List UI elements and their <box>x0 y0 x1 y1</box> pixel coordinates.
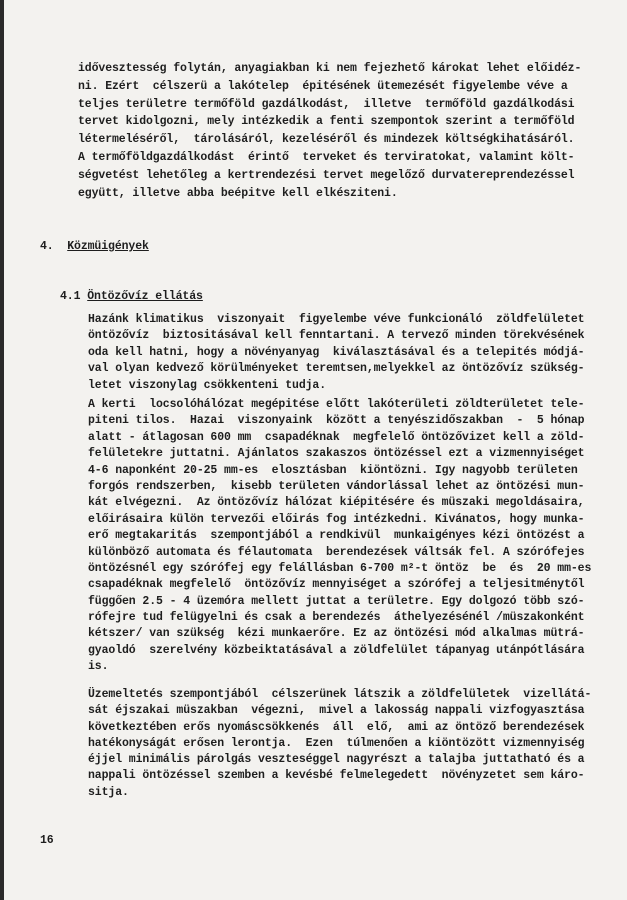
text-line: A kerti locsolóhálózat megépitése előtt lakóterületi zöldterületet tele- <box>88 398 585 411</box>
text-line: következtében erős nyomáscsökkenés áll elő, ami az öntöző berendezések <box>88 720 585 734</box>
text-line: val olyan kedvező körülményeket teremtsen,melyekkel az öntözővíz szükség- <box>88 362 585 376</box>
subsection-heading <box>60 288 203 306</box>
intro-paragraph <box>78 60 581 202</box>
text-line: 4-6 naponként 20-25 mm-es elosztásban kiöntözni. Igy nagyobb területen <box>88 463 578 477</box>
text-line: éjjel minimális párolgás veszteséggel nagyrészt a talajba juttatható és a <box>88 753 585 767</box>
text-line: öntözővíz biztositásával kell fenntartani. A tervező minden törekvésének <box>88 329 585 343</box>
subsection-title: Öntözővíz ellátás <box>87 290 203 303</box>
text-line: létermeléséről, tárolásáról, kezeléséről és mindezek költségkihatásáról. <box>78 133 575 147</box>
scan-edge <box>0 0 4 900</box>
text-line: idővesztesség folytán, anyagiakban ki nem fejezhető károkat lehet előidéz- <box>78 62 582 75</box>
text-line: öntözésnél egy szórófej egy felállásban 6-700 m²-t öntöz be és 20 mm-es <box>88 561 592 575</box>
text-line: oda kell hatni, hogy a növényanyag kiválasztásával és a telepités módjá- <box>88 345 585 359</box>
text-line: is. <box>88 660 109 674</box>
text-line: kát elvégezni. Az öntözővíz hálózat kiépitésére és müszaki megoldásaira, <box>88 496 585 510</box>
text-line: tervet kidolgozni, mely intézkedik a fenti szempontok szerint a termőföld <box>78 115 575 129</box>
section-number: 4. <box>40 240 54 253</box>
section-heading <box>40 238 149 256</box>
text-line: erő megtakaritás szempontjából a rendkivül munkaigényes kézi öntözést a <box>88 529 585 543</box>
text-line: előirásaira külön tervezői előirás fog intézkedni. Kivánatos, hogy munka- <box>88 512 585 526</box>
text-line: függően 2.5 - 4 üzemóra mellett juttat a területre. Egy dolgozó több szó- <box>88 594 585 608</box>
text-line: Hazánk klimatikus viszonyait figyelembe véve funkcionáló zöldfelületet <box>88 313 585 326</box>
text-line: különböző automata és félautomata berendezések váltsák fel. A szórófejes <box>88 545 585 559</box>
text-line: piteni tilos. Hazai viszonyaink között a tenyészidőszakban - 5 hónap <box>88 414 585 428</box>
text-line: ni. Ezért célszerü a lakótelep épitésének ütemezését figyelembe véve a <box>78 79 568 93</box>
text-line: hatékonyságát erősen lerontja. Ezen túlmenően a kiöntözött vizmennyiség <box>88 736 585 750</box>
text-line: együtt, illetve abba beépitve kell elkésziteni. <box>78 186 398 200</box>
text-line: kétszer/ van szükség kézi munkaerőre. Ez az öntözési mód alkalmas mütrá- <box>88 627 585 641</box>
text-line: teljes területre termőföld gazdálkodást, illetve termőföld gazdálkodási <box>78 97 575 111</box>
paragraph-operation <box>88 687 591 801</box>
text-line: gyaoldó szerelvény közbeiktatásával a zöldfelület tápanyag utánpótlására <box>88 643 585 657</box>
text-line: Üzemeltetés szempontjából célszerünek látszik a zöldfelületek vizellátá- <box>88 688 592 701</box>
text-line: alatt - átlagosan 600 mm csapadéknak megfelelő öntözővizet kell a zöld- <box>88 430 585 444</box>
page-number: 16 <box>40 834 54 847</box>
text-line: felületekre juttatni. Ajánlatos szakaszos öntözéssel ezt a vizmennyiséget <box>88 447 585 461</box>
text-line: csapadéknak megfelelő öntözővíz mennyiséget a szórófej a teljesitménytől <box>88 578 585 592</box>
text-line: rófejre tud felügyelni és csak a berendezés áthelyezésénél /müszakonként <box>88 611 585 625</box>
text-line: forgós rendszerben, kisebb területen vándorlással lehet az öntözési mun- <box>88 479 585 493</box>
text-line: ségvetést lehetőleg a kertrendezési tervet megelőző durvatereprendezéssel <box>78 168 575 182</box>
paragraph-climate <box>88 312 584 394</box>
text-line: A termőföldgazdálkodást érintő terveket és terviratokat, valamint költ- <box>78 150 575 164</box>
text-line: letet viszonylag csökkenteni tudja. <box>88 378 327 392</box>
subsection-number: 4.1 <box>60 290 81 303</box>
section-title: Közmüigények <box>67 240 149 253</box>
paragraph-irrigation-network <box>88 397 591 676</box>
text-line: sát éjszakai müszakban végezni, mivel a lakosság nappali vizfogyasztása <box>88 704 585 718</box>
text-line: sitja. <box>88 785 129 799</box>
text-line: nappali öntözéssel szemben a kevésbé felmelegedett növényzetet sem káro- <box>88 769 585 783</box>
